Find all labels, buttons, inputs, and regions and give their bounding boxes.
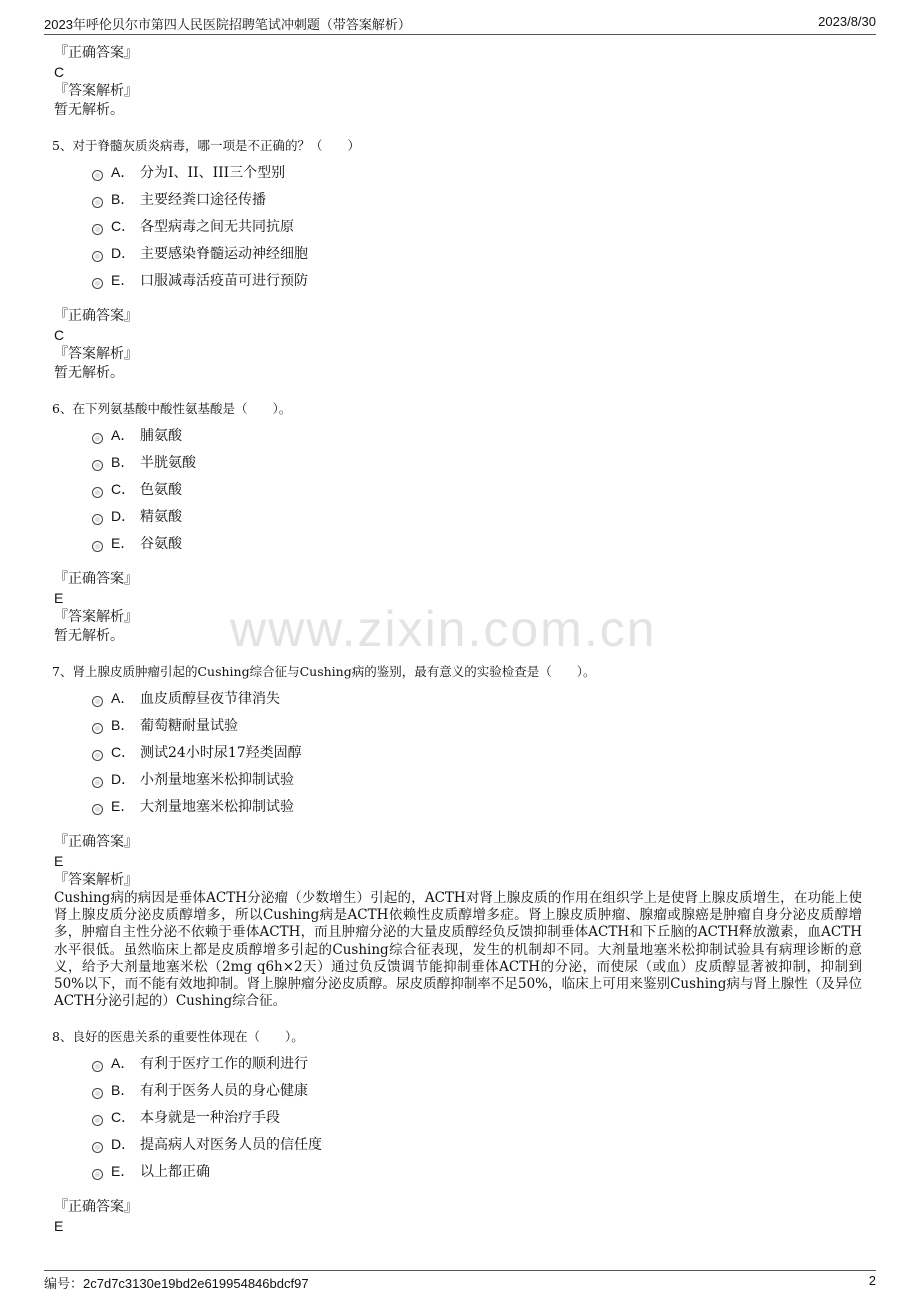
option-text: 有利于医疗工作的顺利进行 xyxy=(140,1055,308,1072)
radio-icon[interactable] xyxy=(92,777,103,788)
option-b[interactable] xyxy=(92,448,862,475)
option-a[interactable] xyxy=(92,421,862,448)
page-number: 2 xyxy=(868,1273,876,1288)
radio-icon[interactable] xyxy=(92,278,103,289)
option-text: 色氨酸 xyxy=(140,481,182,498)
correct-answer-label: 『正确答案』 xyxy=(54,834,138,850)
option-a[interactable] xyxy=(92,158,862,185)
option-letter: C． xyxy=(111,480,136,497)
question-8 xyxy=(54,1028,862,1236)
correct-answer-label: 『正确答案』 xyxy=(54,571,138,587)
option-text: 以上都正确 xyxy=(140,1163,210,1180)
analysis-label: 『答案解析』 xyxy=(54,346,138,362)
option-letter: E． xyxy=(111,797,135,814)
correct-answer-value: C xyxy=(54,327,65,343)
option-letter: D． xyxy=(111,770,136,787)
option-d[interactable] xyxy=(92,765,862,792)
radio-icon[interactable] xyxy=(92,251,103,262)
option-text: 半胱氨酸 xyxy=(140,454,196,471)
radio-icon[interactable] xyxy=(92,1088,103,1099)
option-letter: A． xyxy=(111,163,135,180)
radio-icon[interactable] xyxy=(92,460,103,471)
question-text: 5、对于脊髓灰质炎病毒，哪一项是不正确的？（ ） xyxy=(52,138,360,153)
option-text: 口服减毒活疫苗可进行预防 xyxy=(140,272,308,289)
option-text: 测试24小时尿17羟类固醇 xyxy=(140,744,302,761)
correct-answer-value: E xyxy=(54,1218,64,1235)
correct-answer-value: C xyxy=(54,64,65,80)
option-letter: E． xyxy=(111,271,135,288)
options-list xyxy=(92,684,862,819)
option-letter: A． xyxy=(111,426,135,443)
option-text: 本身就是一种治疗手段 xyxy=(140,1109,280,1126)
radio-icon[interactable] xyxy=(92,433,103,444)
option-letter: E． xyxy=(111,534,135,551)
radio-icon[interactable] xyxy=(92,804,103,815)
option-text: 大剂量地塞米松抑制试验 xyxy=(140,798,294,815)
options-list xyxy=(92,158,862,293)
radio-icon[interactable] xyxy=(92,750,103,761)
option-d[interactable] xyxy=(92,1130,862,1157)
answer-block xyxy=(54,1198,862,1236)
question-text: 6、在下列氨基酸中酸性氨基酸是（ ）。 xyxy=(52,401,292,416)
option-letter: D． xyxy=(111,507,136,524)
option-b[interactable] xyxy=(92,711,862,738)
option-text: 葡萄糖耐量试验 xyxy=(140,717,238,734)
option-c[interactable] xyxy=(92,475,862,502)
option-b[interactable] xyxy=(92,1076,862,1103)
correct-answer-label: 『正确答案』 xyxy=(54,1199,138,1216)
option-letter: A． xyxy=(111,1054,135,1071)
option-text: 分为I、II、III三个型别 xyxy=(140,164,286,181)
option-text: 主要经粪口途径传播 xyxy=(140,191,266,208)
prev-answer-block xyxy=(54,44,862,119)
document-date: 2023/8/30 xyxy=(818,14,876,29)
option-text: 各型病毒之间无共同抗原 xyxy=(140,218,294,235)
option-d[interactable] xyxy=(92,239,862,266)
page-content xyxy=(54,44,862,1236)
analysis-text: 暂无解析。 xyxy=(54,628,124,644)
option-text: 血皮质醇昼夜节律消失 xyxy=(140,690,280,707)
option-letter: D． xyxy=(111,1135,136,1152)
radio-icon[interactable] xyxy=(92,487,103,498)
question-6 xyxy=(54,400,862,645)
page-header xyxy=(44,12,876,35)
option-letter: C． xyxy=(111,217,136,234)
answer-block xyxy=(54,570,862,645)
options-list xyxy=(92,421,862,556)
radio-icon[interactable] xyxy=(92,197,103,208)
analysis-text: 暂无解析。 xyxy=(54,102,124,118)
radio-icon[interactable] xyxy=(92,723,103,734)
option-text: 脯氨酸 xyxy=(140,427,182,444)
watermark: www.zixin.com.cn xyxy=(230,601,657,657)
option-text: 主要感染脊髓运动神经细胞 xyxy=(140,245,308,262)
option-text: 提高病人对医务人员的信任度 xyxy=(140,1136,322,1153)
options-list xyxy=(92,1049,862,1184)
analysis-label: 『答案解析』 xyxy=(54,83,138,99)
answer-block xyxy=(54,307,862,382)
option-b[interactable] xyxy=(92,185,862,212)
analysis-text: Cushing病的病因是垂体ACTH分泌瘤（少数增生）引起的，ACTH对肾上腺皮质的作用在组织学上是使肾上腺皮质增生，在功能上使肾上腺皮质分泌皮质醇增多，所以Cushing病是ACTH依赖性皮质醇增多症。肾上腺皮质肿瘤、腺瘤或腺癌是肿瘤自身分泌皮质醇增多，肿瘤自主性分泌不依赖于垂体ACTH，而且肿瘤分泌的大量皮质醇经负反馈抑制垂体ACTH和下丘脑的ACTH释放激素，血ACTH水平很低。虽然临床上都是皮质醇增多引起的Cushing综合征表现，发生的机制却不同。大剂量地塞米松抑制试验具有病理诊断的意义，给予大剂量地塞米松（2mg q6h×2天）通过负反馈调节能抑制垂体ACTH的分泌，而使尿（或血）皮质醇显著被抑制，抑制到50%以下，而不能有效地抑制。肾上腺肿瘤分泌皮质醇。尿皮质醇抑制率不足50%，临床上可用来鉴别Cushing病与肾上腺性（及异位ACTH分泌引起的）Cushing综合征。 xyxy=(54,890,862,1010)
radio-icon[interactable] xyxy=(92,1142,103,1153)
document-title: 2023年呼伦贝尔市第四人民医院招聘笔试冲刺题（带答案解析） xyxy=(44,17,411,32)
page-footer xyxy=(44,1270,876,1293)
option-e[interactable] xyxy=(92,792,862,819)
radio-icon[interactable] xyxy=(92,1169,103,1180)
option-c[interactable] xyxy=(92,1103,862,1130)
option-letter: B． xyxy=(111,716,135,733)
option-e[interactable] xyxy=(92,1157,862,1184)
correct-answer-value: E xyxy=(54,853,64,869)
correct-answer-label: 『正确答案』 xyxy=(54,308,138,324)
option-letter: C． xyxy=(111,1108,136,1125)
question-5 xyxy=(54,137,862,382)
option-letter: D． xyxy=(111,244,136,261)
analysis-text: 暂无解析。 xyxy=(54,365,124,381)
analysis-label: 『答案解析』 xyxy=(54,872,138,888)
radio-icon[interactable] xyxy=(92,1061,103,1072)
option-letter: B． xyxy=(111,453,135,470)
radio-icon[interactable] xyxy=(92,224,103,235)
option-letter: C． xyxy=(111,743,136,760)
radio-icon[interactable] xyxy=(92,514,103,525)
option-c[interactable] xyxy=(92,738,862,765)
option-text: 谷氨酸 xyxy=(140,535,182,552)
option-text: 精氨酸 xyxy=(140,508,182,525)
option-letter: B． xyxy=(111,1081,135,1098)
option-text: 小剂量地塞米松抑制试验 xyxy=(140,771,294,788)
option-letter: B． xyxy=(111,190,135,207)
option-a[interactable] xyxy=(92,1049,862,1076)
option-d[interactable] xyxy=(92,502,862,529)
option-c[interactable] xyxy=(92,212,862,239)
question-text: 7、肾上腺皮质肿瘤引起的Cushing综合征与Cushing病的鉴别，最有意义的实验检查是（ ）。 xyxy=(52,664,596,679)
radio-icon[interactable] xyxy=(92,170,103,181)
radio-icon[interactable] xyxy=(92,541,103,552)
option-text: 有利于医务人员的身心健康 xyxy=(140,1082,308,1099)
correct-answer-label: 『正确答案』 xyxy=(54,45,138,61)
radio-icon[interactable] xyxy=(92,1115,103,1126)
correct-answer-value: E xyxy=(54,590,64,606)
answer-block xyxy=(54,833,862,1010)
analysis-label: 『答案解析』 xyxy=(54,609,138,625)
question-7 xyxy=(54,663,862,1010)
question-text: 8、良好的医患关系的重要性体现在（ ）。 xyxy=(52,1029,304,1045)
option-letter: E． xyxy=(111,1162,135,1179)
option-e[interactable] xyxy=(92,529,862,556)
document-code: 编号：2c7d7c3130e19bd2e619954846bdcf97 xyxy=(44,1276,309,1291)
option-e[interactable] xyxy=(92,266,862,293)
radio-icon[interactable] xyxy=(92,696,103,707)
option-letter: A． xyxy=(111,689,135,706)
option-a[interactable] xyxy=(92,684,862,711)
